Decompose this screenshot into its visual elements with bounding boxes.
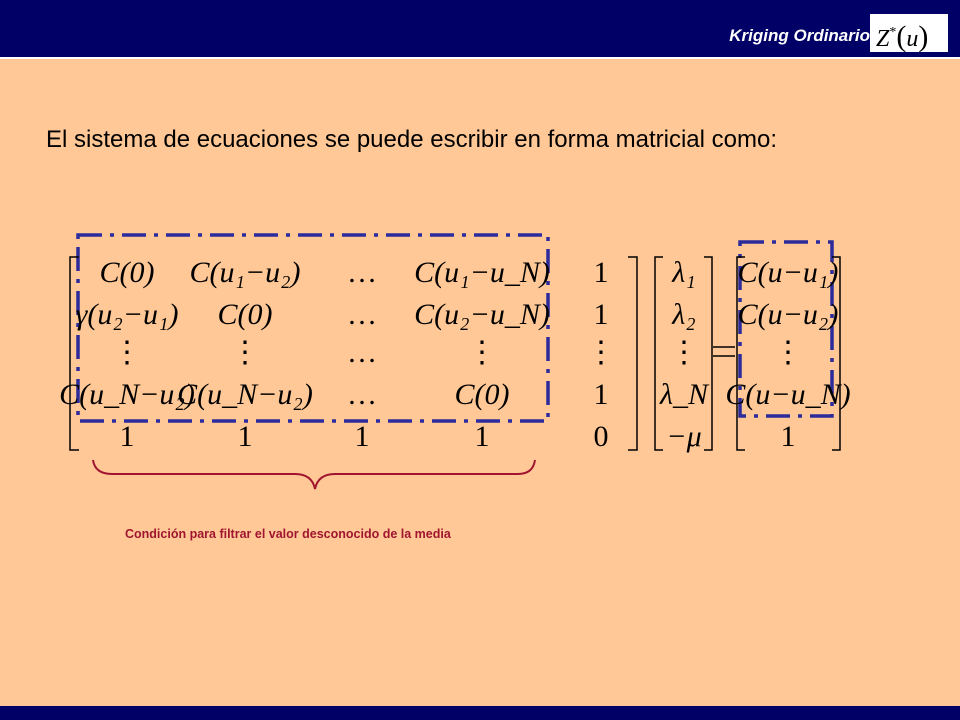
matrix-cell: 1 (593, 256, 609, 289)
rhs-cell: ⋮ (773, 336, 803, 369)
weights-right-bracket (704, 257, 712, 450)
curly-brace (93, 460, 535, 489)
weight-cell: λ₂ (672, 298, 696, 331)
matrix-cell: 1 (593, 378, 609, 411)
matrix-cell: C(u_N−u₂) (177, 378, 313, 411)
matrix-cell: ⋮ (586, 336, 616, 369)
matrix-cell: … (347, 378, 377, 411)
matrix-cell: C(0) (217, 298, 273, 331)
matrix-cell: 1 (237, 420, 253, 453)
matrix-cell: 1 (354, 420, 370, 453)
page-heading: El sistema de ecuaciones se puede escribir en forma matricial como: (46, 126, 777, 153)
header-formula: Z*(u) (870, 14, 948, 52)
matrix-cell: … (347, 298, 377, 331)
matrix-cell: γ(u₂−u₁) (75, 298, 179, 331)
matrix-cell: C(u_N−u₂) (59, 378, 195, 411)
matrix-cell: 1 (119, 420, 135, 453)
matrix-cell: C(u₁−u_N) (414, 256, 550, 289)
matrix-cell: C(0) (454, 378, 510, 411)
matrix-cell: C(u₁−u₂) (189, 256, 301, 289)
matrix-cell: C(u₂−u_N) (414, 298, 550, 331)
weight-cell: ⋮ (669, 336, 699, 369)
weight-cell: λ₁ (672, 256, 696, 289)
matrix-cell: 1 (593, 298, 609, 331)
matrix-cell: ⋮ (230, 336, 260, 369)
weight-cell: λ_N (659, 378, 709, 411)
matrix-right-bracket (628, 257, 637, 450)
rhs-cell: C(u−u_N) (725, 378, 851, 411)
rhs-cell: C(u−u₂) (737, 298, 839, 331)
weight-cell: −μ (666, 420, 702, 453)
matrix-cell: ⋮ (467, 336, 497, 369)
rhs-cell: 1 (780, 420, 796, 453)
matrix-cell: 1 (474, 420, 490, 453)
matrix-cell: 0 (593, 420, 609, 453)
matrix-cell: C(0) (99, 256, 155, 289)
rhs-cell: C(u−u₁) (737, 256, 839, 289)
matrix-cell: … (347, 336, 377, 369)
matrix-cell: ⋮ (112, 336, 142, 369)
header-title: Kriging Ordinario (729, 26, 870, 45)
matrix-cell: … (347, 256, 377, 289)
brace-caption: Condición para filtrar el valor desconocido de la media (125, 527, 451, 541)
footer-bar (0, 706, 960, 720)
weights-left-bracket (655, 257, 663, 450)
